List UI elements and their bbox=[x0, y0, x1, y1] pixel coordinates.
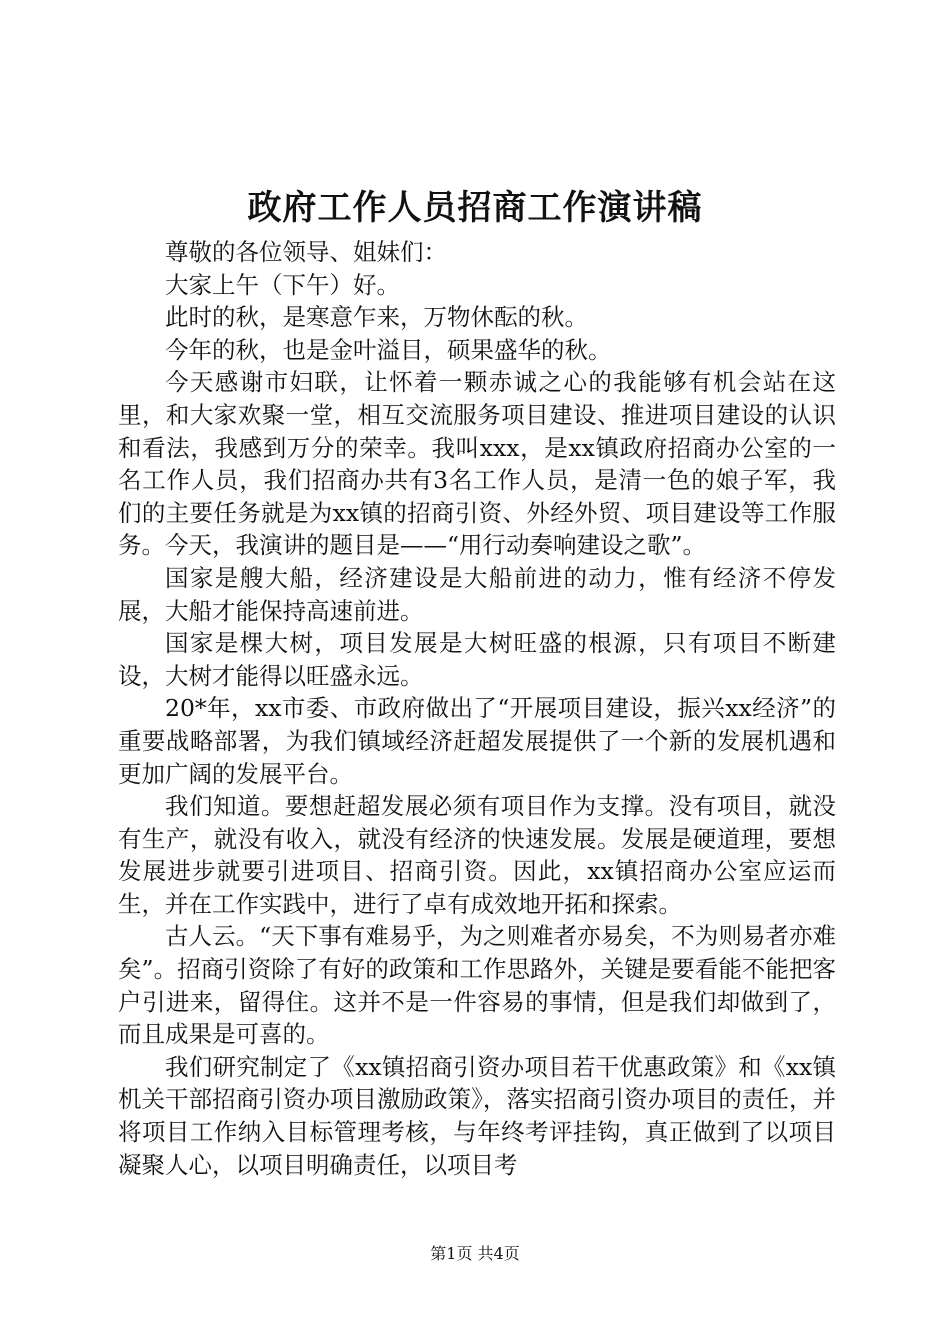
paragraph: 国家是棵大树，项目发展是大树旺盛的根源，只有项目不断建设，大树才能得以旺盛永远。 bbox=[118, 629, 836, 690]
paragraph: 此时的秋，是寒意乍来，万物休酝的秋。 bbox=[165, 303, 588, 332]
paragraph: 今天感谢市妇联，让怀着一颗赤诚之心的我能够有机会站在这里，和大家欢聚一堂，相互交流服务项目建设、推进项目建设的认识和看法，我感到万分的荣幸。我叫xxx，是xx镇政府招商办公室的一名工作人员，我们招商办共有3名工作人员，是清一色的娘子军，我们的主要任务就是为xx镇的招商引资、外经外贸、项目建设等工作服务。今天，我演讲的题目是——“用行动奏响建设之歌”。 bbox=[118, 368, 836, 560]
document-body bbox=[118, 236, 836, 1181]
paragraph-greeting: 大家上午（下午）好。 bbox=[165, 270, 400, 299]
document-title: 政府工作人员招商工作演讲稿 bbox=[247, 188, 703, 228]
paragraph-salutation: 尊敬的各位领导、姐妹们： bbox=[165, 238, 447, 266]
paragraph: 我们研究制定了《xx镇招商引资办项目若干优惠政策》和《xx镇机关干部招商引资办项目激励政策》，落实招商引资办项目的责任，并将项目工作纳入目标管理考核，与年终考评挂钩，真正做到了以项目凝聚人心，以项目明确责任，以项目考 bbox=[118, 1052, 836, 1179]
paragraph: 20*年，xx市委、市政府做出了“开展项目建设，振兴xx经济”的重要战略部署，为我们镇域经济赶超发展提供了一个新的发展机遇和更加广阔的发展平台。 bbox=[118, 694, 836, 788]
paragraph: 今年的秋，也是金叶溢目，硕果盛华的秋。 bbox=[165, 335, 612, 364]
paragraph: 国家是艘大船，经济建设是大船前进的动力，惟有经济不停发展，大船才能保持高速前进。 bbox=[118, 563, 836, 625]
paragraph: 古人云。“天下事有难易乎，为之则难者亦易矣，不为则易者亦难矣”。招商引资除了有好的政策和工作思路外，关键是要看能不能把客户引进来，留得住。这并不是一件容易的事情，但是我们却做到了，而且成果是可喜的。 bbox=[118, 922, 836, 1049]
paragraph: 我们知道。要想赶超发展必须有项目作为支撑。没有项目，就没有生产，就没有收入，就没有经济的快速发展。发展是硬道理，要想发展进步就要引进项目、招商引资。因此，xx镇招商办公室应运而生，并在工作实践中，进行了卓有成效地开拓和探索。 bbox=[118, 792, 836, 918]
page-footer: 第1页 共4页 bbox=[430, 1244, 520, 1263]
